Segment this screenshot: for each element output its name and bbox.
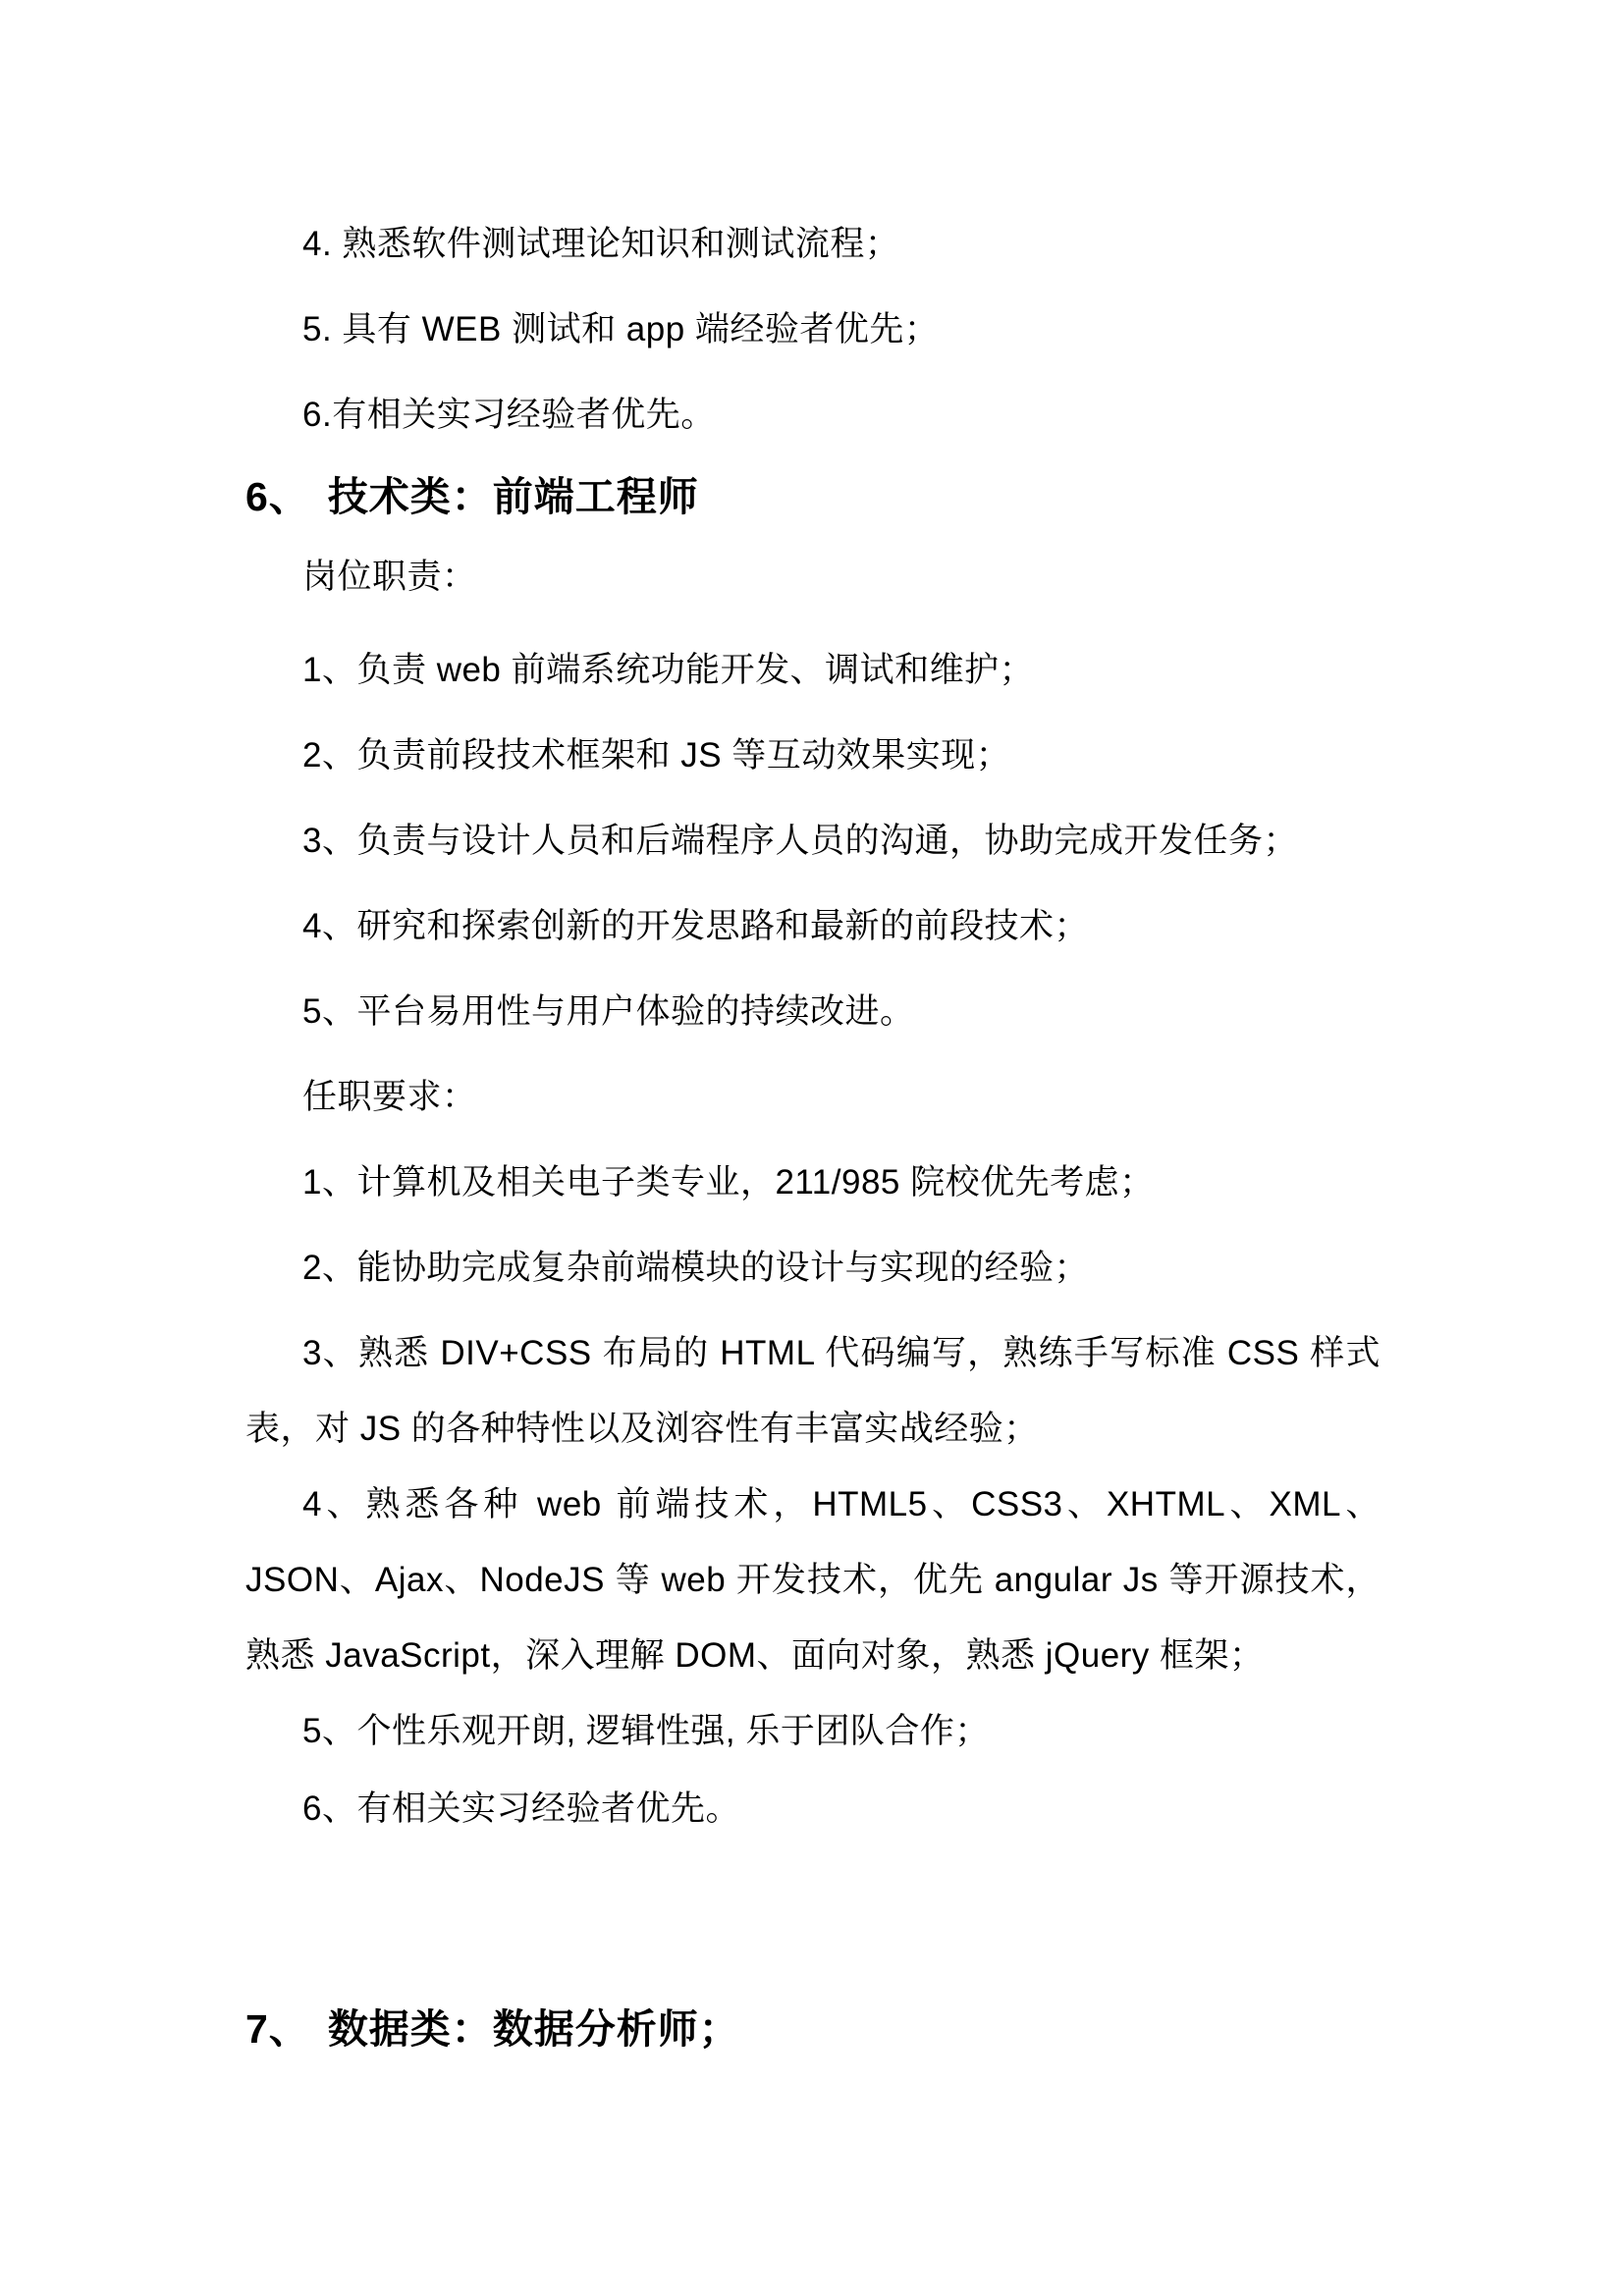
list-item: 6.有相关实习经验者优先。: [302, 396, 716, 434]
list-item: 2、负责前段技术框架和 JS 等互动效果实现；: [302, 736, 1011, 774]
heading-number: 6、: [245, 474, 310, 519]
list-item: 5. 具有 WEB 测试和 app 端经验者优先；: [302, 310, 940, 348]
heading-title: 技术类：前端工程师: [327, 474, 699, 519]
list-item: 1、负责 web 前端系统功能开发、调试和维护；: [302, 651, 1035, 689]
list-item: 4、研究和探索创新的开发思路和最新的前段技术；: [302, 907, 1089, 945]
list-item: 5、个性乐观开朗, 逻辑性强, 乐于团队合作；: [302, 1712, 990, 1750]
section-heading-data-analyst: [245, 1999, 1380, 2059]
list-item: 2、能协助完成复杂前端模块的设计与实现的经验；: [302, 1249, 1089, 1287]
section-heading-frontend-engineer: [245, 466, 1380, 527]
document-body: [245, 206, 1380, 2071]
list-item: 6、有相关实习经验者优先。: [302, 1789, 740, 1828]
list-item: 3、负责与设计人员和后端程序人员的沟通，协助完成开发任务；: [302, 822, 1298, 860]
list-item: 1、计算机及相关电子类专业，211/985 院校优先考虑；: [302, 1163, 1155, 1201]
list-item: 4、熟悉各种 web 前端技术，HTML5、CSS3、XHTML、XML、JSON、Ajax、NodeJS 等 web 开发技术，优先 angular Js 等开源技术，熟悉 JavaScript，深入理解 DOM、面向对象，熟悉 jQuery 框架；: [245, 1485, 1380, 1675]
subsection-label-requirements: 任职要求：: [302, 1078, 477, 1116]
list-item: 5、平台易用性与用户体验的持续改进。: [302, 992, 915, 1031]
heading-number: 7、: [245, 2006, 310, 2052]
list-item: 3、熟悉 DIV+CSS 布局的 HTML 代码编写，熟练手写标准 CSS 样式表，对 JS 的各种特性以及浏容性有丰富实战经验；: [245, 1334, 1380, 1448]
list-item: 4. 熟悉软件测试理论知识和测试流程；: [302, 225, 900, 263]
subsection-label-responsibilities: 岗位职责：: [302, 558, 477, 596]
heading-title: 数据类：数据分析师；: [327, 2006, 740, 2052]
